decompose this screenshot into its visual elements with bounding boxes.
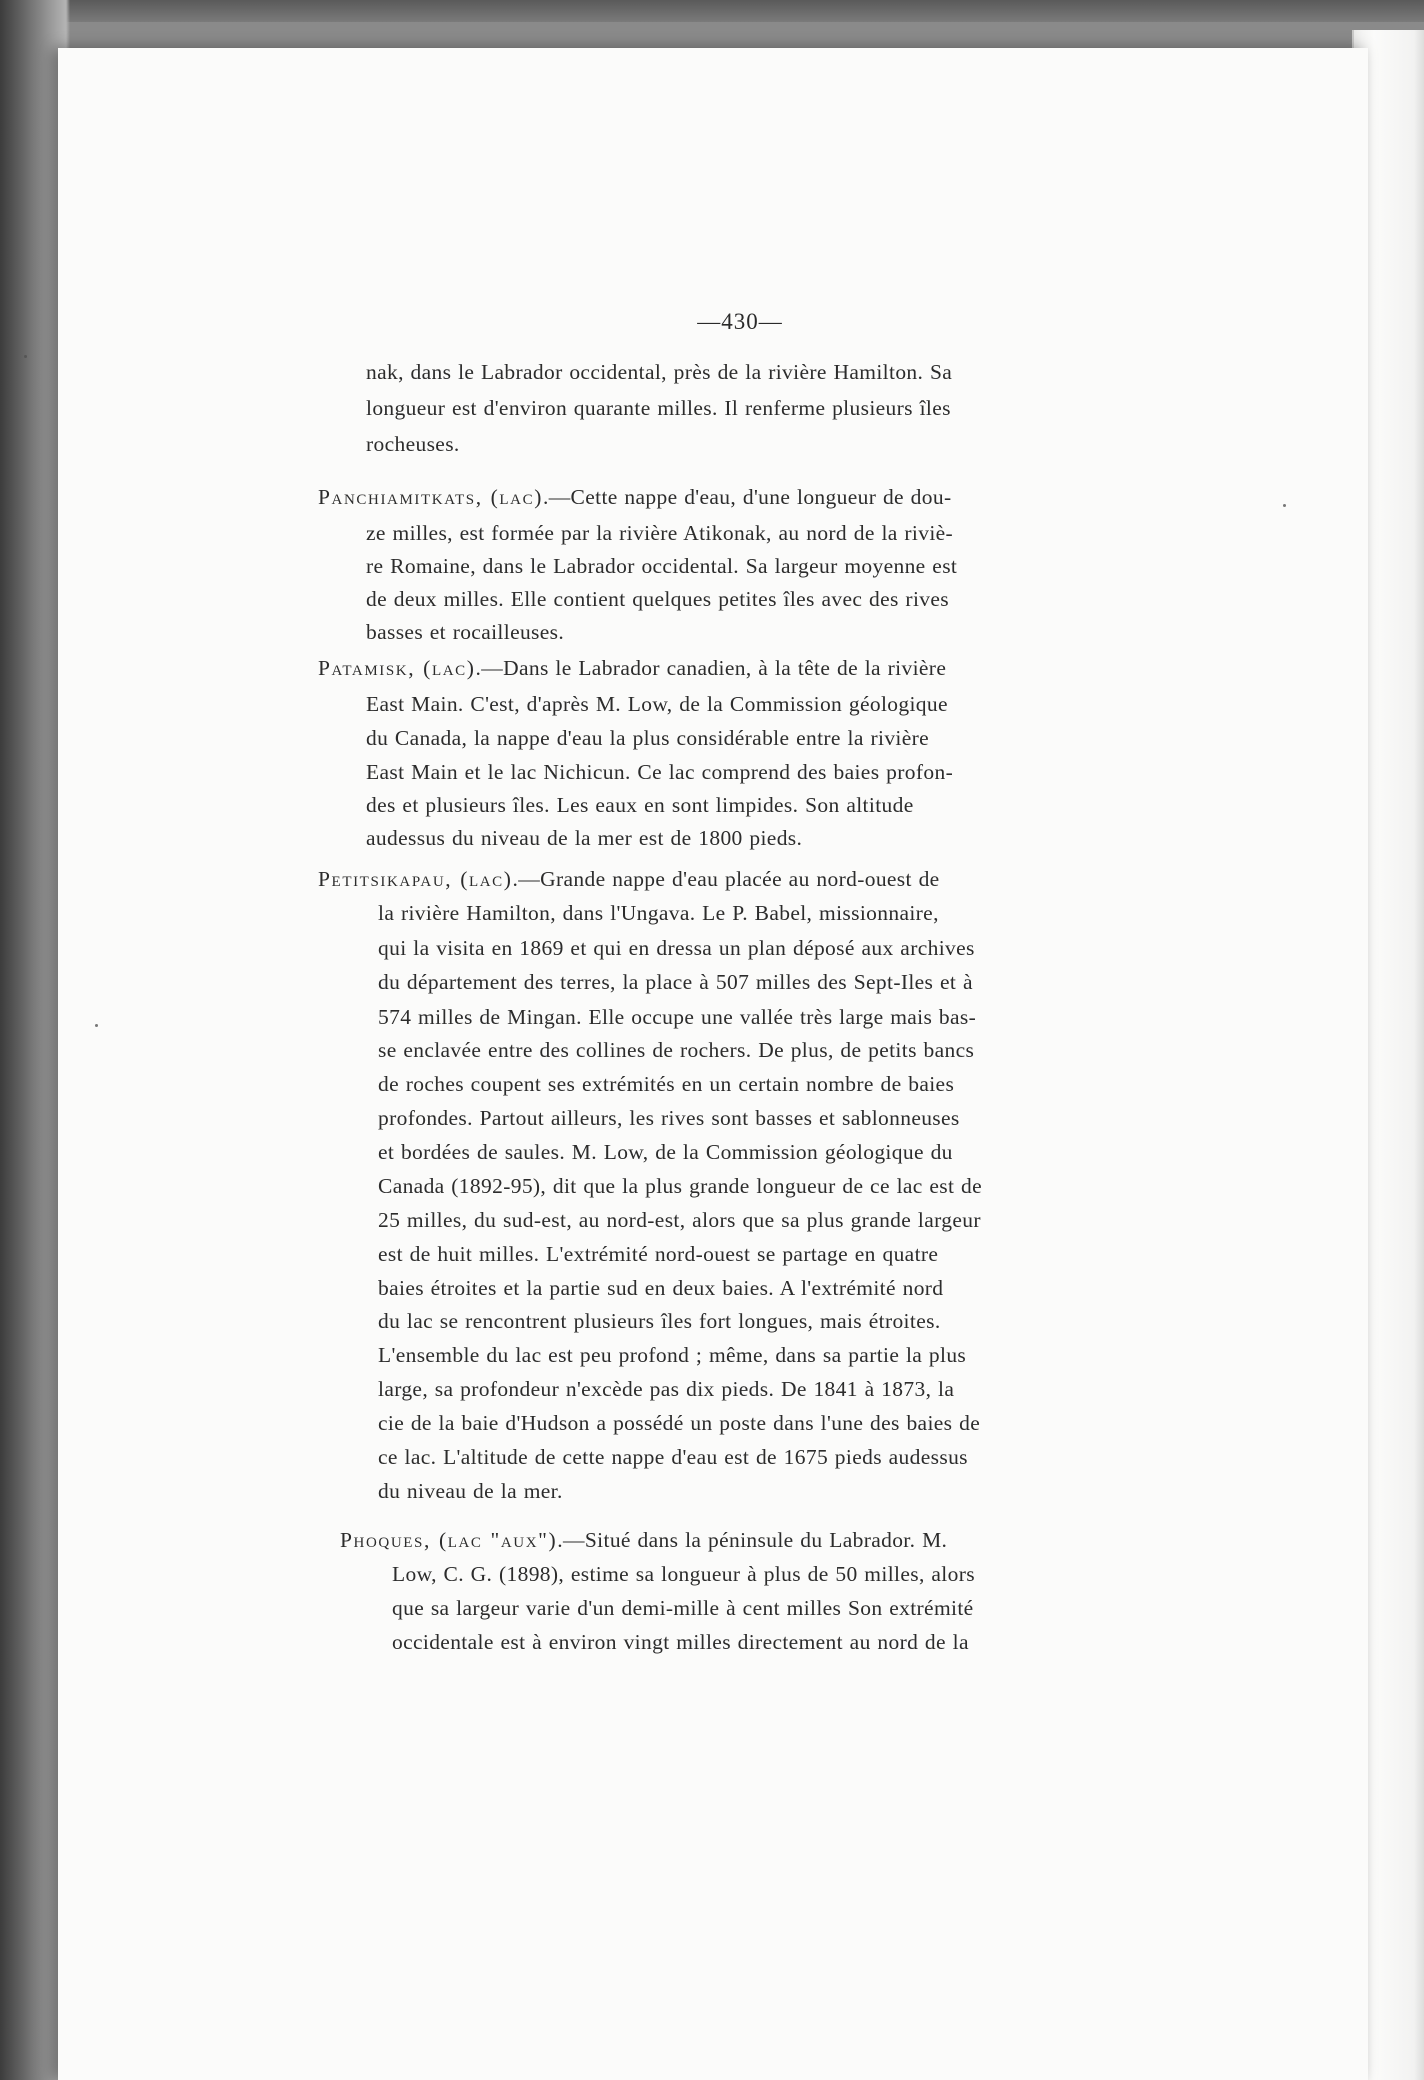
text-line bbox=[378, 967, 973, 997]
line-text: .—Situé dans la péninsule du Labrador. M. bbox=[557, 1528, 948, 1552]
text-line bbox=[378, 1069, 954, 1099]
line-text: du Canada, la nappe d'eau la plus considérable entre la rivière bbox=[366, 726, 930, 750]
text-line bbox=[378, 1137, 953, 1167]
line-text: de deux milles. Elle contient quelques petites îles avec des rives bbox=[366, 587, 949, 611]
entry-heading-line bbox=[318, 653, 946, 683]
line-text: rocheuses. bbox=[366, 432, 460, 456]
text-line bbox=[378, 1476, 563, 1506]
text-line bbox=[366, 757, 953, 787]
line-text: ze milles, est formée par la rivière Atikonak, au nord de la riviè- bbox=[366, 521, 954, 545]
line-text: .—Cette nappe d'eau, d'une longueur de dou- bbox=[542, 485, 952, 509]
text-line bbox=[366, 723, 929, 753]
line-text: cie de la baie d'Hudson a possédé un poste dans l'une des baies de bbox=[378, 1411, 981, 1435]
line-text: et bordées de saules. M. Low, de la Commission géologique du bbox=[378, 1140, 953, 1164]
line-text: re Romaine, dans le Labrador occidental. Sa largeur moyenne est bbox=[366, 554, 958, 578]
text-line bbox=[366, 429, 460, 459]
page-number: —430— bbox=[697, 309, 783, 334]
speck-mark bbox=[24, 355, 27, 358]
text-line bbox=[378, 1306, 941, 1336]
line-text: .—Grande nappe d'eau placée au nord-ouest de bbox=[512, 867, 940, 891]
text-line bbox=[392, 1559, 975, 1589]
line-text: audessus du niveau de la mer est de 1800 pieds. bbox=[366, 826, 803, 850]
text-line bbox=[366, 357, 952, 387]
text-line bbox=[392, 1627, 969, 1657]
entry-heading-line bbox=[340, 1525, 947, 1555]
text-line bbox=[378, 1103, 960, 1133]
text-line bbox=[366, 790, 914, 820]
line-text: baies étroites et la partie sud en deux baies. A l'extrémité nord bbox=[378, 1276, 944, 1300]
line-text: basses et rocailleuses. bbox=[366, 620, 565, 644]
entry-headword: Petitsikapau, (lac) bbox=[318, 867, 513, 891]
line-text: des et plusieurs îles. Les eaux en sont limpides. Son altitude bbox=[366, 793, 914, 817]
text-line bbox=[378, 1171, 982, 1201]
text-line bbox=[366, 689, 948, 719]
speck-mark bbox=[1283, 504, 1286, 507]
entry-heading-line bbox=[318, 864, 940, 894]
scan-top-edge bbox=[0, 0, 1424, 22]
line-text: profondes. Partout ailleurs, les rives sont basses et sablonneuses bbox=[378, 1106, 960, 1130]
line-text: East Main et le lac Nichicun. Ce lac comprend des baies profon- bbox=[366, 760, 954, 784]
text-line bbox=[378, 1239, 938, 1269]
line-text: longueur est d'environ quarante milles. Il renferme plusieurs îles bbox=[366, 396, 951, 420]
text-line bbox=[378, 1408, 980, 1438]
entry-headword: Patamisk, (lac) bbox=[318, 656, 476, 680]
entry-heading-line bbox=[318, 482, 951, 512]
line-text: .—Dans le Labrador canadien, à la tête de la rivière bbox=[475, 656, 947, 680]
text-line bbox=[366, 823, 802, 853]
line-text: que sa largeur varie d'un demi-mille à cent milles Son extrémité bbox=[392, 1596, 974, 1620]
text-line bbox=[366, 518, 953, 548]
line-text: du niveau de la mer. bbox=[378, 1479, 563, 1503]
line-text: ce lac. L'altitude de cette nappe d'eau est de 1675 pieds audessus bbox=[378, 1445, 968, 1469]
text-line bbox=[378, 1035, 974, 1065]
line-text: Low, C. G. (1898), estime sa longueur à plus de 50 milles, alors bbox=[392, 1562, 975, 1586]
line-text: occidentale est à environ vingt milles directement au nord de la bbox=[392, 1630, 969, 1654]
line-text: se enclavée entre des collines de rochers. De plus, de petits bancs bbox=[378, 1038, 975, 1062]
text-line bbox=[378, 1340, 966, 1370]
text-line bbox=[378, 1442, 968, 1472]
text-line bbox=[366, 393, 951, 423]
text-line bbox=[378, 1273, 943, 1303]
text-line bbox=[392, 1593, 974, 1623]
line-text: nak, dans le Labrador occidental, près de la rivière Hamilton. Sa bbox=[366, 360, 953, 384]
line-text: la rivière Hamilton, dans l'Ungava. Le P. Babel, missionnaire, bbox=[378, 901, 939, 925]
line-text: Canada (1892-95), dit que la plus grande longueur de ce lac est de bbox=[378, 1174, 983, 1198]
entry-headword: Panchiamitkats, (lac) bbox=[318, 485, 543, 509]
line-text: du département des terres, la place à 507 milles des Sept-Iles et à bbox=[378, 970, 973, 994]
text-line bbox=[378, 933, 975, 963]
text-line bbox=[366, 551, 957, 581]
text-line bbox=[366, 617, 564, 647]
line-text: est de huit milles. L'extrémité nord-ouest se partage en quatre bbox=[378, 1242, 939, 1266]
line-text: du lac se rencontrent plusieurs îles fort longues, mais étroites. bbox=[378, 1309, 941, 1333]
text-line bbox=[378, 898, 939, 928]
line-text: East Main. C'est, d'après M. Low, de la Commission géologique bbox=[366, 692, 948, 716]
line-text: 574 milles de Mingan. Elle occupe une vallée très large mais bas- bbox=[378, 1005, 977, 1029]
line-text: large, sa profondeur n'excède pas dix pieds. De 1841 à 1873, la bbox=[378, 1377, 955, 1401]
text-line bbox=[378, 1002, 976, 1032]
line-text: 25 milles, du sud-est, au nord-est, alors que sa plus grande largeur bbox=[378, 1208, 981, 1232]
line-text: qui la visita en 1869 et qui en dressa un plan déposé aux archives bbox=[378, 936, 975, 960]
line-text: L'ensemble du lac est peu profond ; même, dans sa partie la plus bbox=[378, 1343, 967, 1367]
text-line bbox=[378, 1205, 981, 1235]
text-line bbox=[378, 1374, 954, 1404]
entry-headword: Phoques, (lac "aux") bbox=[340, 1528, 558, 1552]
speck-mark bbox=[95, 1024, 98, 1027]
text-line bbox=[366, 584, 949, 614]
line-text: de roches coupent ses extrémités en un certain nombre de baies bbox=[378, 1072, 955, 1096]
